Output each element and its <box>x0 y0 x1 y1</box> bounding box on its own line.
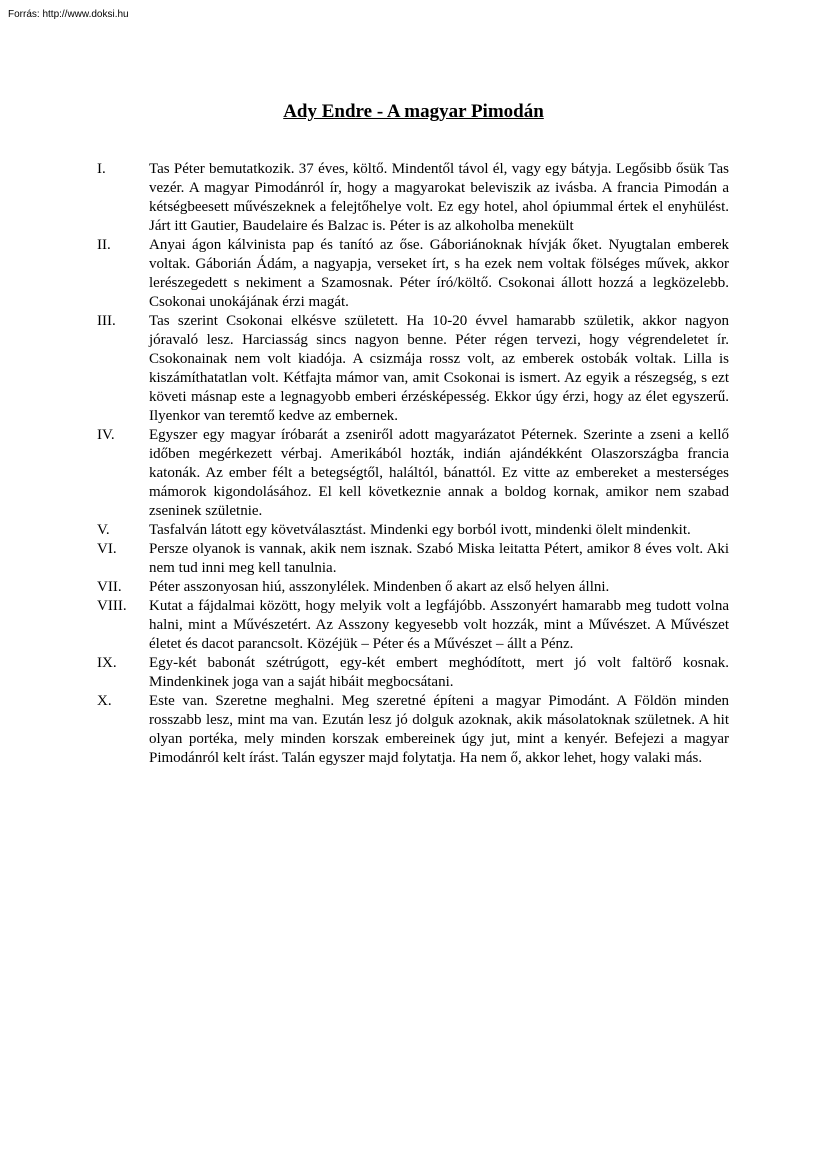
chapter-text: Tas szerint Csokonai elkésve született. Ha 10-20 évvel hamarabb születik, akkor nagyon jóravaló lesz. Harciasság sincs nagyon benne. Péter régen tervezi, hogy végrendeletet ír. Csokonainak nem volt kiadója. A csizmája rossz volt, az emberek ostobák voltak. Lilla is kiszámíthatatlan volt. Kétfajta mámor van, amit Csokonai is ismert. Az egyik a részegség, s ezt követi másnap este a legnagyobb emberi érzésképesség. Ekkor úgy érzi, hogy az élet egyszerű. Ilyenkor van teremtő kedve az embernek. <box>149 313 729 424</box>
chapter-numeral: II. <box>97 237 111 253</box>
chapter-text: Persze olyanok is vannak, akik nem isznak. Szabó Miska leitatta Pétert, amikor 8 éves volt. Aki nem tud inni meg kell tanulnia. <box>149 541 729 576</box>
source-line: Forrás: http://www.doksi.hu <box>8 9 129 20</box>
chapter-numeral: I. <box>97 161 106 177</box>
chapter-numeral: IX. <box>97 655 117 671</box>
chapter-text: Tas Péter bemutatkozik. 37 éves, költő. Mindentől távol él, vagy egy bátyja. Legősibb ősük Tas vezér. A magyar Pimodánról ír, hogy a magyarokat beleviszik az ivásba. A francia Pimodán a kétségbeesett művészeknek a felejtőhelye volt. Ez egy hotel, ahol ópiummal értek el enyhülést. Járt itt Gautier, Baudelaire és Balzac is. Péter is az alkoholba menekült <box>149 161 729 234</box>
chapter-item-5 <box>97 521 729 540</box>
chapter-list <box>97 160 729 768</box>
chapter-text: Tasfalván látott egy követválasztást. Mindenki egy borból ivott, mindenki ölelt mindenkit. <box>149 522 691 538</box>
chapter-numeral: VI. <box>97 541 117 557</box>
chapter-text: Egy-két babonát szétrúgott, egy-két embert meghódított, mert jó volt faltörő kosnak. Mindenkinek joga van a saját hibáit megbocsátani. <box>149 655 729 690</box>
chapter-text: Anyai ágon kálvinista pap és tanító az őse. Gáboriánoknak hívják őket. Nyugtalan emberek voltak. Gáborián Ádám, a nagyapja, verseket írt, s ha ezek nem voltak fölséges művek, akkor lerészegedett s nekiment a Szamosnak. Péter író/költő. Csokonai állott hozzá a legközelebb. Csokonai unokájának érzi magát. <box>149 237 729 310</box>
chapter-item-3 <box>97 312 729 426</box>
chapter-numeral: V. <box>97 522 110 538</box>
chapter-numeral: VII. <box>97 579 122 595</box>
chapter-text: Kutat a fájdalmai között, hogy melyik volt a legfájóbb. Asszonyért hamarabb meg tudott volna halni, mint a Művészetért. Az Asszony kegyesebb volt hozzák, mint a Művészet. A Művészet életet és dacot parancsolt. Közéjük – Péter és a Művészet – állt a Pénz. <box>149 598 729 652</box>
chapter-numeral: X. <box>97 693 112 709</box>
chapter-text: Péter asszonyosan hiú, asszonylélek. Mindenben ő akart az első helyen állni. <box>149 579 610 595</box>
chapter-item-4 <box>97 426 729 521</box>
chapter-numeral: IV. <box>97 427 115 443</box>
chapter-item-10 <box>97 692 729 768</box>
chapter-item-6 <box>97 540 729 578</box>
chapter-item-9 <box>97 654 729 692</box>
chapter-item-7 <box>97 578 729 597</box>
chapter-text: Este van. Szeretne meghalni. Meg szeretné építeni a magyar Pimodánt. A Földön minden rosszabb lesz, mint ma van. Ezután lesz jó dolguk azoknak, akik másolatoknak születnek. A hit olyan portéka, mely minden korszak embereinek úgy jut, mint a kenyér. Befejezi a magyar Pimodánról kelt írást. Talán egyszer majd folytatja. Ha nem ő, akkor lehet, hogy valaki más. <box>149 693 729 766</box>
chapter-item-1 <box>97 160 729 236</box>
chapter-item-8 <box>97 597 729 654</box>
chapter-item-2 <box>97 236 729 312</box>
chapter-text: Egyszer egy magyar íróbarát a zseniről adott magyarázatot Péternek. Szerinte a zseni a kellő időben megérkezett vérbaj. Amerikából hozták, indián ajándékként Olaszországba francia katonák. Az ember félt a betegségtől, haláltól, bánattól. Ez vitte az embereket a mesterséges mámorok kigondolásához. El kell következnie annak a boldog kornak, amikor nem szabad zseninek születnie. <box>149 427 729 519</box>
chapter-numeral: III. <box>97 313 116 329</box>
document-title: Ady Endre - A magyar Pimodán <box>283 101 544 122</box>
chapter-numeral: VIII. <box>97 598 127 614</box>
